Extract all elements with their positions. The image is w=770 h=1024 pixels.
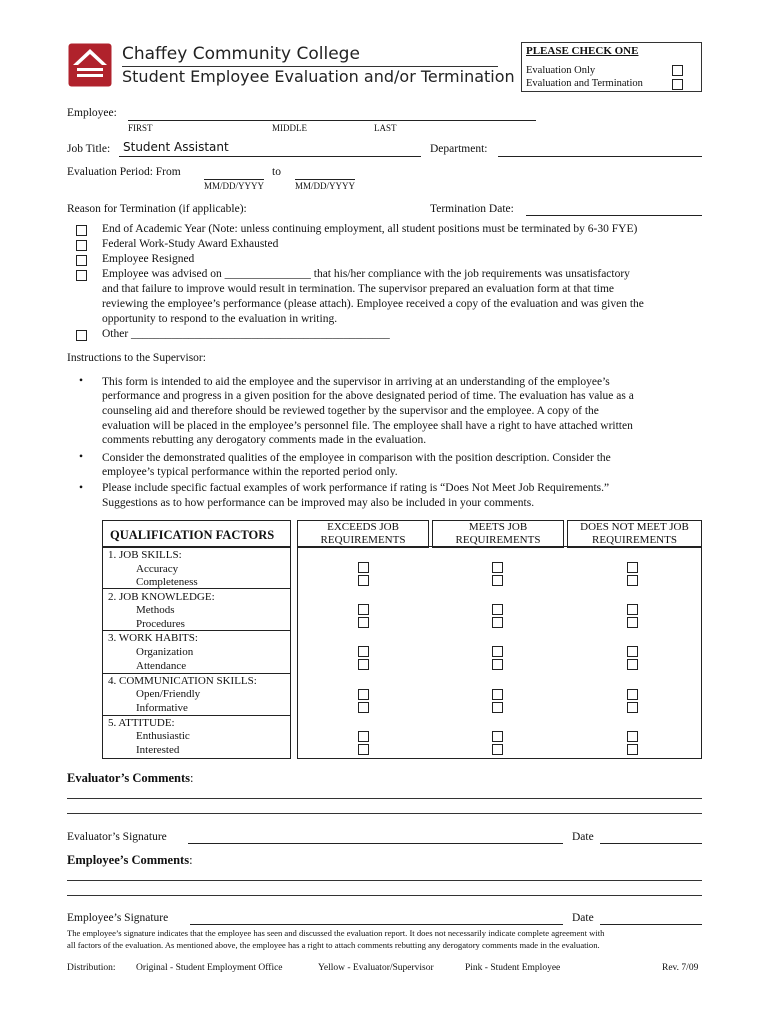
- rating-checkbox-meets[interactable]: [492, 646, 503, 657]
- instruction-line: This form is intended to aid the employee and the supervisor in arriving at an understanding of the employee’s: [102, 376, 610, 388]
- first-name-caption: FIRST: [128, 123, 153, 133]
- column-header-exceeds: EXCEEDS JOB: [327, 521, 399, 533]
- rating-checkbox-does-not-meet[interactable]: [627, 702, 638, 713]
- reason-advised-line: Employee was advised on _______________ that his/her compliance with the job requirements was unsatisfactory: [102, 268, 630, 280]
- evaluator-comments-label: [67, 771, 194, 786]
- column-header-meets: REQUIREMENTS: [455, 534, 541, 546]
- rating-checkbox-exceeds[interactable]: [358, 575, 369, 586]
- other-checkbox[interactable]: [76, 330, 87, 341]
- evaluator-date-label: Date: [572, 831, 594, 843]
- college-logo: [68, 43, 112, 87]
- check-option-evaluation-termination: Evaluation and Termination: [526, 78, 643, 89]
- department-label: Department:: [430, 143, 488, 155]
- rating-checkbox-meets[interactable]: [492, 731, 503, 742]
- termination-date-label: Termination Date:: [430, 203, 514, 215]
- college-logo-icon: [68, 43, 112, 87]
- employee-label: Employee:: [67, 107, 117, 119]
- work-study-checkbox[interactable]: [76, 240, 87, 251]
- reason-work-study: Federal Work-Study Award Exhausted: [102, 238, 279, 250]
- rating-checkbox-exceeds[interactable]: [358, 744, 369, 755]
- evaluator-comments-colon: :: [190, 771, 194, 785]
- job-title-value: Student Assistant: [123, 140, 229, 154]
- instruction-line: Suggestions as to how performance can be improved may also be included in your comments.: [102, 497, 535, 509]
- termination-date-field[interactable]: [526, 215, 702, 216]
- rating-checkbox-meets[interactable]: [492, 744, 503, 755]
- rating-checkbox-does-not-meet[interactable]: [627, 731, 638, 742]
- to-date-format: MM/DD/YYYY: [295, 181, 356, 191]
- factor-divider: [102, 588, 291, 589]
- instruction-line: Consider the demonstrated qualities of the employee in comparison with the position description. Consider the: [102, 452, 611, 464]
- rating-checkbox-does-not-meet[interactable]: [627, 689, 638, 700]
- rating-checkbox-meets[interactable]: [492, 689, 503, 700]
- reason-label: Reason for Termination (if applicable):: [67, 203, 247, 215]
- job-title-field[interactable]: [119, 156, 421, 157]
- factor-sub: Methods: [136, 604, 175, 616]
- rating-checkbox-does-not-meet[interactable]: [627, 604, 638, 615]
- period-from-field[interactable]: [204, 179, 264, 180]
- college-name: Chaffey Community College: [122, 44, 360, 64]
- factor-sub: Enthusiastic: [136, 730, 190, 742]
- signature-note-line: all factors of the evaluation. As mentioned above, the employee has a right to attach comments rebutting any derogatory comments made in the evaluation.: [67, 940, 600, 950]
- rating-checkbox-meets[interactable]: [492, 562, 503, 573]
- factor-sub: Accuracy: [136, 563, 179, 575]
- evaluator-comment-line[interactable]: [67, 813, 702, 814]
- evaluator-comments-text: Evaluator’s Comments: [67, 771, 191, 785]
- instruction-line: performance and progress in a given position for the above designated period of time. The evaluation has value as a: [102, 390, 634, 402]
- employee-date-field[interactable]: [600, 924, 702, 925]
- footer-original: Original - Student Employment Office: [136, 963, 283, 973]
- factors-header-box: [102, 520, 291, 548]
- instruction-line: Please include specific factual examples of work performance if rating is “Does Not Meet Job Requirements.”: [102, 482, 610, 494]
- instructions-heading: Instructions to the Supervisor:: [67, 352, 206, 364]
- instruction-line: evaluation will be placed in the employee’s personnel file. The employee shall have a right to have attached written: [102, 420, 633, 432]
- check-one-panel: [521, 42, 702, 92]
- reason-other: Other _____________________________________________: [102, 328, 390, 340]
- rating-checkbox-meets[interactable]: [492, 575, 503, 586]
- column-header-meets: MEETS JOB: [468, 521, 528, 533]
- rating-checkbox-exceeds[interactable]: [358, 731, 369, 742]
- rating-checkbox-exceeds[interactable]: [358, 617, 369, 628]
- employee-name-field[interactable]: [128, 120, 536, 121]
- evaluator-signature-field[interactable]: [188, 843, 563, 844]
- factor-sub: Organization: [136, 646, 194, 658]
- factor-name: 1. JOB SKILLS:: [108, 549, 182, 561]
- evaluator-comment-line[interactable]: [67, 798, 702, 799]
- instruction-line: counseling aid and therefore should be reviewed together by the supervisor and the employee. A copy of the: [102, 405, 599, 417]
- employee-comment-line[interactable]: [67, 880, 702, 881]
- employee-signature-label: Employee’s Signature: [67, 912, 169, 924]
- evaluator-signature-label: Evaluator’s Signature: [67, 831, 167, 843]
- evaluation-only-checkbox[interactable]: [672, 65, 683, 76]
- check-one-title: PLEASE CHECK ONE: [526, 45, 639, 57]
- rating-checkbox-exceeds[interactable]: [358, 604, 369, 615]
- factor-sub: Interested: [136, 744, 180, 756]
- reason-advised-line: reviewing the employee’s performance (please attach). Employee received a copy of the evaluation and was given the: [102, 298, 644, 310]
- factor-sub: Procedures: [136, 618, 185, 630]
- rating-checkbox-exceeds[interactable]: [358, 702, 369, 713]
- column-header-box: [432, 520, 564, 548]
- footer-yellow: Yellow - Evaluator/Supervisor: [318, 963, 434, 973]
- period-to-label: to: [272, 166, 281, 178]
- form-title: Student Employee Evaluation and/or Termination: [122, 67, 515, 86]
- last-name-caption: LAST: [374, 123, 397, 133]
- factor-sub: Attendance: [136, 660, 187, 672]
- rating-checkbox-meets[interactable]: [492, 702, 503, 713]
- advised-checkbox[interactable]: [76, 270, 87, 281]
- middle-name-caption: MIDDLE: [272, 123, 307, 133]
- column-header-does-not-meet: REQUIREMENTS: [592, 534, 677, 546]
- factor-name: 3. WORK HABITS:: [108, 632, 198, 644]
- employee-date-label: Date: [572, 912, 594, 924]
- from-date-format: MM/DD/YYYY: [204, 181, 265, 191]
- rating-checkbox-does-not-meet[interactable]: [627, 617, 638, 628]
- period-to-field[interactable]: [295, 179, 355, 180]
- footer-distribution: Distribution:: [67, 963, 116, 973]
- reason-advised-line: and that failure to improve would result in termination. The supervisor prepared an evaluation form at that time: [102, 283, 615, 295]
- rating-checkbox-meets[interactable]: [492, 659, 503, 670]
- factor-divider: [102, 673, 291, 674]
- rating-checkbox-does-not-meet[interactable]: [627, 562, 638, 573]
- reason-resigned: Employee Resigned: [102, 253, 195, 265]
- instruction-line: comments rebutting any derogatory comments made in the evaluation.: [102, 434, 427, 446]
- evaluation-period-label: Evaluation Period: From: [67, 166, 181, 178]
- rating-checkbox-exceeds[interactable]: [358, 659, 369, 670]
- job-title-label: Job Title:: [67, 143, 111, 155]
- factor-sub: Open/Friendly: [136, 688, 201, 700]
- department-field[interactable]: [498, 156, 702, 157]
- employee-comments-colon: :: [189, 853, 193, 867]
- factor-name: 4. COMMUNICATION SKILLS:: [108, 675, 257, 687]
- reason-end-of-year: End of Academic Year (Note: unless continuing employment, all student positions must be terminated by 6-30 FYE): [102, 223, 638, 235]
- column-header-exceeds: REQUIREMENTS: [320, 534, 406, 546]
- factor-divider: [102, 715, 291, 716]
- employee-signature-field[interactable]: [190, 924, 563, 925]
- bullet-dot: •: [79, 451, 84, 463]
- column-header-does-not-meet: DOES NOT MEET JOB: [580, 521, 689, 533]
- evaluator-date-field[interactable]: [600, 843, 702, 844]
- factor-sub: Completeness: [136, 576, 198, 588]
- column-header-box: [567, 520, 702, 548]
- factor-name: 5. ATTITUDE:: [108, 717, 175, 729]
- rating-checkbox-does-not-meet[interactable]: [627, 744, 638, 755]
- end-of-year-checkbox[interactable]: [76, 225, 87, 236]
- employee-comments-text: Employee’s Comments: [67, 853, 190, 867]
- column-header-box: [297, 520, 429, 548]
- rating-checkbox-exceeds[interactable]: [358, 646, 369, 657]
- resigned-checkbox[interactable]: [76, 255, 87, 266]
- bullet-dot: •: [79, 482, 84, 494]
- footer-pink: Pink - Student Employee: [465, 963, 561, 973]
- rating-checkbox-does-not-meet[interactable]: [627, 646, 638, 657]
- evaluation-termination-checkbox[interactable]: [672, 79, 683, 90]
- rating-checkbox-meets[interactable]: [492, 617, 503, 628]
- footer-revision: Rev. 7/09: [662, 963, 699, 973]
- check-option-evaluation-only: Evaluation Only: [526, 65, 596, 76]
- instruction-line: employee’s typical performance within the reported period only.: [102, 466, 398, 478]
- employee-comment-line[interactable]: [67, 895, 702, 896]
- employee-comments-label: [67, 853, 193, 868]
- factor-name: 2. JOB KNOWLEDGE:: [108, 591, 215, 603]
- rating-checkbox-exceeds[interactable]: [358, 689, 369, 700]
- rating-checkbox-does-not-meet[interactable]: [627, 575, 638, 586]
- factor-divider: [102, 630, 291, 631]
- factor-sub: Informative: [136, 702, 188, 714]
- rating-checkbox-exceeds[interactable]: [358, 562, 369, 573]
- rating-checkbox-meets[interactable]: [492, 604, 503, 615]
- signature-note-line: The employee’s signature indicates that the employee has seen and discussed the evaluation report. It does not necessarily indicate complete agreement with: [67, 928, 605, 938]
- bullet-dot: •: [79, 375, 84, 387]
- reason-advised-line: opportunity to respond to the evaluation in writing.: [102, 313, 338, 325]
- rating-checkbox-does-not-meet[interactable]: [627, 659, 638, 670]
- factors-header: QUALIFICATION FACTORS: [110, 528, 275, 542]
